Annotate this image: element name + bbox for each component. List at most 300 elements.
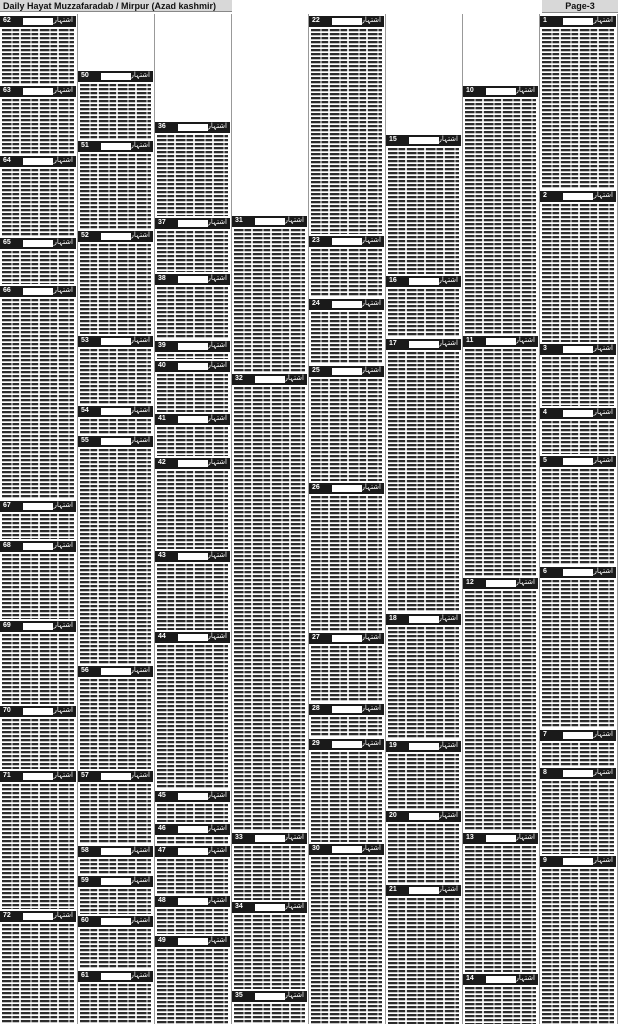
notice-number: 40: [158, 362, 166, 369]
notice-number: 17: [389, 340, 397, 347]
notice-header-box: [23, 503, 53, 510]
notice-header-bar: [463, 578, 538, 589]
notice-header-tag: اشتہار: [593, 567, 613, 575]
notice-body-text: [80, 889, 151, 914]
notice-header-box: [178, 416, 208, 423]
notice-block: [540, 567, 616, 728]
notice-number: 28: [312, 705, 320, 712]
notice-header-tag: اشتہار: [515, 974, 535, 982]
notice-number: 8: [543, 769, 547, 776]
notice-header-bar: [0, 16, 76, 27]
notice-header-tag: اشتہار: [284, 902, 304, 910]
notice-header-box: [178, 460, 208, 467]
notice-body-text: [157, 837, 228, 844]
notice-header-bar: [155, 361, 230, 372]
notice-header-tag: اشتہار: [53, 911, 73, 919]
notice-number: 59: [81, 877, 89, 884]
notice-number: 39: [158, 342, 166, 349]
notice-number: 6: [543, 568, 547, 575]
notice-header-bar: [540, 456, 616, 467]
notice-header-bar: [155, 632, 230, 643]
notice-block: [540, 191, 616, 342]
notice-block: [78, 666, 153, 769]
notice-number: 26: [312, 484, 320, 491]
notice-header-bar: [540, 730, 616, 741]
notice-header-bar: [540, 768, 616, 779]
notice-header-tag: اشتہار: [207, 274, 227, 282]
notice-header-box: [255, 993, 285, 1000]
notice-number: 67: [3, 502, 11, 509]
notice-header-tag: اشتہار: [593, 768, 613, 776]
notice-number: 42: [158, 459, 166, 466]
notice-body-text: [311, 379, 382, 481]
notice-header-tag: اشتہار: [207, 936, 227, 944]
notice-header-box: [23, 18, 53, 25]
notice-number: 12: [466, 579, 474, 586]
notice-header-box: [255, 218, 285, 225]
notice-body-text: [542, 869, 614, 1024]
notice-header-bar: [463, 974, 538, 985]
notice-header-bar: [155, 791, 230, 802]
notice-number: 29: [312, 740, 320, 747]
notice-header-box: [23, 288, 53, 295]
notice-body-text: [234, 915, 305, 989]
notice-block: [78, 141, 153, 229]
notice-header-box: [23, 158, 53, 165]
notice-header-tag: اشتہار: [53, 238, 73, 246]
notice-header-box: [178, 793, 208, 800]
notice-block: [155, 824, 230, 844]
notice-header-bar: [386, 885, 461, 896]
notice-body-text: [80, 859, 151, 874]
notice-header-box: [332, 706, 362, 713]
notice-block: [0, 621, 76, 704]
notice-number: 44: [158, 633, 166, 640]
notice-header-bar: [0, 286, 76, 297]
notice-number: 5: [543, 457, 547, 464]
notice-number: 57: [81, 772, 89, 779]
notice-header-tag: اشتہار: [361, 236, 381, 244]
notice-number: 20: [389, 812, 397, 819]
notice-number: 38: [158, 275, 166, 282]
notice-header-bar: [540, 344, 616, 355]
notice-header-bar: [0, 706, 76, 717]
notice-number: 13: [466, 834, 474, 841]
notice-number: 68: [3, 542, 11, 549]
notice-block: [309, 483, 384, 631]
news-column: [463, 14, 540, 1024]
notice-header-tag: اشتہار: [361, 633, 381, 641]
notice-number: 25: [312, 367, 320, 374]
notice-number: 69: [3, 622, 11, 629]
notice-header-bar: [0, 541, 76, 552]
notice-header-bar: [78, 666, 153, 677]
notice-block: [463, 336, 538, 576]
notice-header-box: [255, 835, 285, 842]
notice-header-box: [409, 137, 439, 144]
notice-block: [78, 231, 153, 334]
notice-block: [386, 276, 461, 337]
notice-block: [155, 341, 230, 359]
notice-block: [463, 86, 538, 334]
notice-body-text: [2, 719, 74, 769]
notice-header-bar: [309, 236, 384, 247]
notice-header-box: [332, 485, 362, 492]
notice-body-text: [2, 554, 74, 619]
notice-number: 52: [81, 232, 89, 239]
notice-header-tag: اشتہار: [593, 344, 613, 352]
notice-header-tag: اشتہار: [53, 706, 73, 714]
notice-block: [386, 135, 461, 274]
notice-body-text: [80, 244, 151, 334]
notice-number: 60: [81, 917, 89, 924]
notice-header-bar: [463, 86, 538, 97]
notice-number: 3: [543, 345, 547, 352]
notice-block: [78, 336, 153, 404]
notice-header-bar: [386, 614, 461, 625]
notice-block: [78, 876, 153, 914]
notice-number: 46: [158, 825, 166, 832]
page-number: Page-3: [542, 0, 618, 13]
news-column: [0, 14, 78, 1024]
notice-header-bar: [0, 238, 76, 249]
notice-header-bar: [0, 911, 76, 922]
notice-number: 58: [81, 847, 89, 854]
notice-number: 41: [158, 415, 166, 422]
notice-body-text: [542, 421, 614, 454]
notice-block: [232, 902, 307, 989]
notice-body-text: [234, 229, 305, 372]
notice-block: [232, 374, 307, 831]
notice-header-box: [409, 743, 439, 750]
notice-number: 49: [158, 937, 166, 944]
notice-block: [155, 218, 230, 272]
notice-header-box: [101, 408, 131, 415]
notice-header-bar: [155, 414, 230, 425]
notice-block: [155, 361, 230, 412]
notice-header-box: [563, 858, 593, 865]
notice-header-tag: اشتہار: [361, 16, 381, 24]
notice-header-bar: [0, 771, 76, 782]
notice-header-box: [409, 341, 439, 348]
notice-body-text: [465, 987, 536, 1024]
notice-block: [309, 299, 384, 364]
notice-body-text: [234, 846, 305, 900]
notice-header-box: [409, 813, 439, 820]
notice-block: [78, 406, 153, 434]
notice-number: 1: [543, 17, 547, 24]
notice-header-box: [409, 616, 439, 623]
notice-header-tag: اشتہار: [53, 156, 73, 164]
notice-body-text: [157, 804, 228, 822]
notice-number: 14: [466, 975, 474, 982]
notice-header-bar: [309, 704, 384, 715]
notice-header-box: [101, 918, 131, 925]
notice-header-tag: اشتہار: [284, 216, 304, 224]
notice-block: [155, 414, 230, 456]
notice-header-box: [178, 634, 208, 641]
notice-number: 19: [389, 742, 397, 749]
notice-header-box: [486, 835, 516, 842]
notice-body-text: [2, 514, 74, 539]
notice-number: 56: [81, 667, 89, 674]
notice-body-text: [157, 287, 228, 339]
notice-header-tag: اشتہار: [438, 135, 458, 143]
notice-header-tag: اشتہار: [593, 191, 613, 199]
notice-header-tag: اشتہار: [207, 632, 227, 640]
notice-body-text: [234, 387, 305, 831]
notice-header-tag: اشتہار: [130, 436, 150, 444]
notice-header-box: [101, 73, 131, 80]
notice-header-tag: اشتہار: [438, 276, 458, 284]
notice-block: [463, 833, 538, 972]
notice-header-tag: اشتہار: [130, 876, 150, 884]
notice-block: [309, 16, 384, 234]
notice-number: 63: [3, 87, 11, 94]
notice-body-text: [2, 29, 74, 84]
notice-header-bar: [309, 844, 384, 855]
notice-header-bar: [0, 621, 76, 632]
notice-header-box: [23, 88, 53, 95]
notice-header-tag: اشتہار: [593, 456, 613, 464]
notice-header-box: [101, 848, 131, 855]
notice-header-box: [332, 635, 362, 642]
notice-body-text: [542, 781, 614, 854]
notice-body-text: [542, 204, 614, 342]
notice-body-text: [311, 857, 382, 1024]
notice-block: [78, 846, 153, 874]
news-column: [232, 14, 309, 1024]
notice-body-text: [2, 169, 74, 236]
notice-number: 50: [81, 72, 89, 79]
notice-block: [540, 730, 616, 766]
notice-header-tag: اشتہار: [361, 739, 381, 747]
notice-body-text: [80, 984, 151, 1024]
notice-block: [309, 366, 384, 481]
notice-header-tag: اشتہار: [593, 856, 613, 864]
notice-header-box: [332, 301, 362, 308]
notice-block: [540, 408, 616, 454]
notice-header-tag: اشتہار: [438, 614, 458, 622]
notice-body-text: [311, 496, 382, 631]
notice-block: [540, 768, 616, 854]
notice-number: 9: [543, 857, 547, 864]
notice-body-text: [157, 564, 228, 630]
notice-body-text: [80, 784, 151, 844]
notice-header-box: [563, 18, 593, 25]
notice-body-text: [388, 352, 459, 612]
notice-number: 4: [543, 409, 547, 416]
notice-header-box: [23, 543, 53, 550]
notice-header-tag: اشتہار: [207, 458, 227, 466]
notice-block: [0, 911, 76, 1024]
notice-header-tag: اشتہار: [361, 483, 381, 491]
notice-header-bar: [155, 896, 230, 907]
notice-block: [309, 236, 384, 297]
notice-header-tag: اشتہار: [438, 885, 458, 893]
notice-header-tag: اشتہار: [284, 991, 304, 999]
notice-body-text: [542, 357, 614, 406]
notice-body-text: [311, 752, 382, 842]
notice-header-bar: [232, 991, 307, 1002]
notice-block: [309, 704, 384, 737]
notice-header-box: [486, 338, 516, 345]
notice-header-box: [563, 410, 593, 417]
notice-number: 45: [158, 792, 166, 799]
notice-body-text: [234, 1004, 305, 1024]
notice-header-box: [23, 773, 53, 780]
notice-block: [155, 274, 230, 339]
notice-block: [540, 456, 616, 565]
notice-block: [0, 501, 76, 539]
notice-header-tag: اشتہار: [593, 408, 613, 416]
notice-block: [0, 706, 76, 769]
notice-header-tag: اشتہار: [207, 846, 227, 854]
notice-header-tag: اشتہار: [284, 374, 304, 382]
notice-header-box: [101, 233, 131, 240]
notice-block: [309, 633, 384, 702]
notice-header-tag: اشتہار: [130, 141, 150, 149]
notice-header-bar: [78, 436, 153, 447]
notice-number: 35: [235, 992, 243, 999]
notice-block: [0, 156, 76, 236]
notice-number: 16: [389, 277, 397, 284]
notice-block: [78, 71, 153, 139]
notice-number: 53: [81, 337, 89, 344]
notice-header-tag: اشتہار: [361, 299, 381, 307]
notice-header-bar: [232, 902, 307, 913]
notice-header-tag: اشتہار: [515, 86, 535, 94]
notice-number: 65: [3, 239, 11, 246]
notice-header-bar: [78, 771, 153, 782]
notice-body-text: [157, 135, 228, 216]
notice-header-bar: [309, 483, 384, 494]
notice-header-box: [332, 846, 362, 853]
notice-header-box: [178, 343, 208, 350]
notice-header-tag: اشتہار: [207, 361, 227, 369]
notice-body-text: [388, 754, 459, 809]
notice-body-text: [542, 743, 614, 766]
notice-body-text: [80, 84, 151, 139]
notice-block: [155, 791, 230, 822]
notice-block: [78, 916, 153, 969]
notice-number: 32: [235, 375, 243, 382]
notice-header-bar: [78, 231, 153, 242]
notice-number: 71: [3, 772, 11, 779]
notice-header-bar: [78, 71, 153, 82]
notice-block: [155, 551, 230, 630]
notice-header-bar: [309, 299, 384, 310]
notice-block: [78, 971, 153, 1024]
notice-block: [155, 846, 230, 894]
notice-block: [0, 238, 76, 284]
notice-header-bar: [232, 833, 307, 844]
notice-header-tag: اشتہار: [207, 896, 227, 904]
notice-header-bar: [540, 16, 616, 27]
notice-block: [386, 811, 461, 883]
notice-header-bar: [0, 86, 76, 97]
notice-body-text: [388, 824, 459, 883]
notice-header-box: [486, 580, 516, 587]
notice-header-bar: [540, 567, 616, 578]
notice-header-bar: [0, 156, 76, 167]
notice-header-box: [101, 878, 131, 885]
notice-body-text: [2, 784, 74, 909]
notice-header-tag: اشتہار: [130, 406, 150, 414]
notice-block: [155, 632, 230, 789]
notice-header-box: [563, 346, 593, 353]
notice-body-text: [157, 374, 228, 412]
notice-number: 24: [312, 300, 320, 307]
notice-header-box: [178, 553, 208, 560]
notice-number: 47: [158, 847, 166, 854]
notice-body-text: [465, 349, 536, 576]
notice-body-text: [311, 646, 382, 702]
notice-header-box: [23, 708, 53, 715]
notice-header-tag: اشتہار: [130, 771, 150, 779]
notice-header-box: [178, 220, 208, 227]
notice-number: 7: [543, 731, 547, 738]
notice-header-box: [563, 732, 593, 739]
notice-header-bar: [386, 741, 461, 752]
notice-body-text: [465, 99, 536, 334]
notice-header-box: [178, 124, 208, 131]
notice-body-text: [157, 909, 228, 934]
news-column: [155, 14, 232, 1024]
notice-body-text: [388, 289, 459, 337]
notice-number: 31: [235, 217, 243, 224]
notice-header-box: [178, 938, 208, 945]
notice-header-tag: اشتہار: [53, 501, 73, 509]
notice-header-bar: [155, 551, 230, 562]
notice-header-tag: اشتہار: [284, 833, 304, 841]
notice-header-bar: [309, 739, 384, 750]
notice-header-box: [101, 438, 131, 445]
notice-number: 62: [3, 17, 11, 24]
notice-number: 22: [312, 17, 320, 24]
notice-header-bar: [540, 408, 616, 419]
notice-header-box: [101, 973, 131, 980]
notice-body-text: [2, 251, 74, 284]
notice-header-tag: اشتہار: [53, 541, 73, 549]
notice-block: [309, 844, 384, 1024]
notice-number: 30: [312, 845, 320, 852]
notice-block: [155, 458, 230, 549]
notice-header-tag: اشتہار: [515, 833, 535, 841]
notice-header-tag: اشتہار: [207, 414, 227, 422]
notice-header-bar: [78, 406, 153, 417]
notice-block: [155, 936, 230, 1024]
notice-header-box: [101, 773, 131, 780]
notice-header-tag: اشتہار: [593, 16, 613, 24]
notice-header-tag: اشتہار: [130, 336, 150, 344]
notice-header-bar: [78, 876, 153, 887]
notice-header-tag: اشتہار: [130, 971, 150, 979]
notice-block: [0, 286, 76, 499]
notice-number: 37: [158, 219, 166, 226]
notice-number: 36: [158, 123, 166, 130]
notice-number: 43: [158, 552, 166, 559]
notice-header-box: [178, 276, 208, 283]
notice-header-tag: اشتہار: [438, 741, 458, 749]
notice-body-text: [465, 591, 536, 831]
notice-header-tag: اشتہار: [207, 551, 227, 559]
notice-header-bar: [386, 339, 461, 350]
notice-header-bar: [155, 218, 230, 229]
notice-header-box: [23, 240, 53, 247]
notice-header-box: [101, 668, 131, 675]
notice-body-text: [157, 471, 228, 549]
